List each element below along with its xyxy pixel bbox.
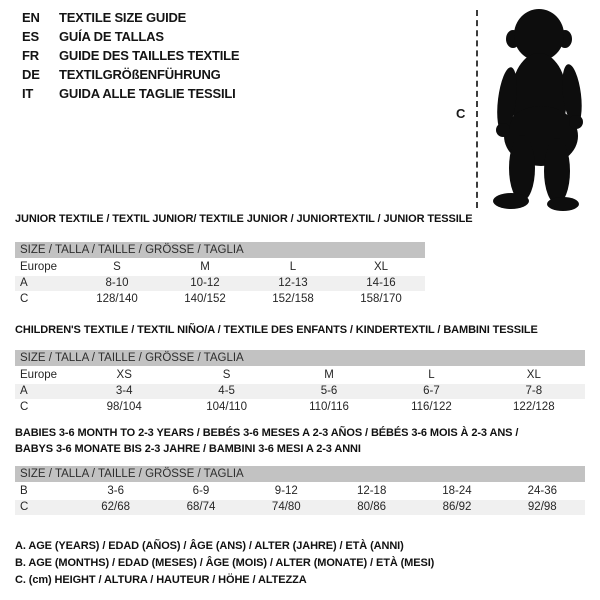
- table-cell: 5-6: [320, 385, 338, 397]
- table-cell: 12-13: [278, 277, 308, 289]
- legend-line: A. AGE (YEARS) / EDAD (AÑOS) / ÂGE (ANS) / ALTER (JAHRE) / ETÀ (ANNI): [15, 540, 404, 552]
- language-row: [22, 84, 239, 103]
- section-title: BABIES 3-6 MONTH TO 2-3 YEARS / BEBÉS 3-6 MESES A 2-3 AÑOS / BÉBÉS 3-6 MOIS À 2-3 ANS /: [15, 427, 519, 439]
- language-label: TEXTILE SIZE GUIDE: [59, 10, 187, 25]
- table-cell: 92/98: [527, 501, 557, 513]
- language-label: GUIDA ALLE TAGLIE TESSILI: [59, 86, 236, 101]
- table-cell: 104/110: [206, 401, 247, 413]
- row-label: A: [20, 385, 28, 397]
- table-cell: M: [324, 369, 334, 381]
- table-cell: 62/68: [101, 501, 131, 513]
- table-cell: 158/170: [360, 293, 402, 305]
- table-cell: 116/122: [411, 401, 452, 413]
- table-cell: 74/80: [271, 501, 301, 513]
- table-cell: 80/86: [357, 501, 387, 513]
- language-code: ES: [22, 29, 39, 44]
- language-code: FR: [22, 48, 39, 63]
- table-cell: 68/74: [186, 501, 216, 513]
- table-cell: 122/128: [513, 401, 555, 413]
- table-row: [15, 400, 585, 415]
- language-row: [22, 46, 239, 65]
- size-table: [15, 242, 425, 307]
- table-row: [15, 368, 585, 383]
- table-row: [15, 500, 585, 515]
- legend-line: C. (cm) HEIGHT / ALTURA / HAUTEUR / HÖHE / ALTEZZA: [15, 574, 307, 586]
- table-cell: 4-5: [218, 385, 235, 397]
- section-title: CHILDREN'S TEXTILE / TEXTIL NIÑO/A / TEXTILE DES ENFANTS / KINDERTEXTIL / BAMBINI TESSILE: [15, 324, 538, 336]
- language-label: TEXTILGRÖßENFÜHRUNG: [59, 67, 221, 82]
- row-label: Europe: [20, 261, 58, 273]
- table-cell: 152/158: [272, 293, 314, 305]
- language-code: EN: [22, 10, 40, 25]
- table-cell: 3-4: [115, 385, 133, 397]
- row-label: B: [20, 485, 28, 497]
- table-size-header: SIZE / TALLA / TAILLE / GRÖSSE / TAGLIA: [15, 242, 425, 258]
- table-cell: 10-12: [190, 277, 220, 289]
- table-size-header: SIZE / TALLA / TAILLE / GRÖSSE / TAGLIA: [15, 350, 585, 366]
- measure-label-c: C: [456, 106, 466, 121]
- row-label: A: [20, 277, 28, 289]
- language-label: GUIDE DES TAILLES TEXTILE: [59, 48, 240, 63]
- table-row: [15, 276, 425, 291]
- table-cell: 98/104: [106, 401, 142, 413]
- size-table-section-junior: [15, 211, 593, 308]
- baby-figure: [450, 6, 598, 218]
- size-table-section-babies: [15, 425, 593, 516]
- language-code: IT: [22, 86, 34, 101]
- table-cell: 140/152: [184, 293, 226, 305]
- row-label: Europe: [20, 369, 58, 381]
- measurement-legend: [15, 538, 434, 589]
- dashed-measure-line: [476, 10, 478, 208]
- table-cell: L: [428, 369, 435, 381]
- table-cell: XS: [116, 369, 132, 381]
- table-cell: 24-36: [527, 485, 558, 497]
- table-cell: 128/140: [96, 293, 138, 305]
- table-cell: S: [222, 369, 231, 381]
- table-cell: 9-12: [274, 485, 298, 497]
- section-title: JUNIOR TEXTILE / TEXTIL JUNIOR/ TEXTILE JUNIOR / JUNIORTEXTIL / JUNIOR TESSILE: [15, 213, 473, 225]
- section-title: BABYS 3-6 MONATE BIS 2-3 JAHRE / BAMBINI 3-6 MESI A 2-3 ANNI: [15, 443, 361, 455]
- size-table: [15, 466, 585, 515]
- table-cell: 110/116: [309, 401, 349, 413]
- language-code: DE: [22, 67, 40, 82]
- table-cell: 18-24: [442, 485, 472, 497]
- table-row: [15, 384, 585, 399]
- table-row: [15, 484, 585, 499]
- table-cell: S: [113, 261, 121, 273]
- table-cell: 8-10: [105, 277, 129, 289]
- table-cell: 12-18: [356, 485, 387, 497]
- size-table: [15, 350, 585, 415]
- legend-line: B. AGE (MONTHS) / EDAD (MESES) / ÂGE (MOIS) / ALTER (MONATE) / ETÀ (MESI): [15, 557, 435, 569]
- table-cell: 86/92: [442, 501, 472, 513]
- row-label: C: [20, 501, 29, 513]
- size-table-section-children: [15, 322, 593, 416]
- table-row: [15, 260, 425, 275]
- language-label: GUÍA DE TALLAS: [59, 29, 164, 44]
- language-row: [22, 27, 239, 46]
- language-row: [22, 65, 239, 84]
- table-cell: 14-16: [366, 277, 396, 289]
- row-label: C: [20, 401, 29, 413]
- table-cell: 6-9: [192, 485, 210, 497]
- table-cell: L: [289, 261, 297, 273]
- table-size-header: SIZE / TALLA / TAILLE / GRÖSSE / TAGLIA: [15, 466, 585, 482]
- language-list: [22, 8, 239, 103]
- table-cell: 3-6: [107, 485, 124, 497]
- table-cell: M: [200, 261, 210, 273]
- table-cell: 7-8: [525, 385, 543, 397]
- table-cell: XL: [373, 261, 389, 273]
- row-label: C: [20, 293, 29, 305]
- language-row: [22, 8, 239, 27]
- table-cell: 6-7: [423, 385, 440, 397]
- table-row: [15, 292, 425, 307]
- baby-silhouette-icon: [480, 6, 598, 214]
- table-cell: XL: [526, 369, 541, 381]
